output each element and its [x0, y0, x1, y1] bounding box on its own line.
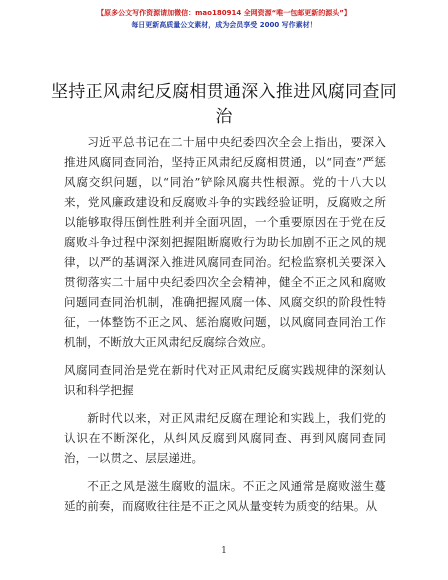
section-heading: 风腐同查同治是党在新时代对正风肃纪反腐实践规律的深刻认识和科学把握	[64, 363, 386, 397]
document-title: 坚持正风肃纪反腐相贯通深入推进风腐同查同治	[51, 82, 397, 127]
promo-banner-top: 【原多公文写作资源请加微信：mao180914 全网资源“唯一包邮更新的源头”】	[97, 9, 351, 17]
document-body	[64, 132, 386, 524]
page-number: 1	[221, 546, 227, 556]
body-paragraph: 习近平总书记在二十届中央纪委四次全会上指出，要深入推进风腐同查同治，坚持正风肃纪反腐相贯通，以“同查”严惩风腐交织问题，以“同治”铲除风腐共性根源。党的十八大以来，党风廉政建设和反腐败斗争的实践经验证明，反腐败之所以能够取得压倒性胜利并全面巩固，一个重要原因在于党在反腐败斗争过程中深刻把握阻断腐败行为助长加剧不正之风的规律，以严的基调深入推进风腐同查同治。纪检监察机关要深入贯彻落实二十届中央纪委四次全会精神，健全不正之风和腐败问题同查同治机制，准确把握风腐一体、风腐交织的阶段性特征，一体整饬不正之风、惩治腐败问题，以风腐同查同治工作机制，不断放大正风肃纪反腐综合效应。	[64, 135, 386, 349]
body-paragraph: 不正之风是滋生腐败的温床。不正之风通常是腐败滋生蔓延的前奏，而腐败往往是不正之风从量变转为质变的结果。从	[64, 479, 386, 513]
body-paragraph: 新时代以来，对正风肃纪反腐在理论和实践上，我们党的认识在不断深化，从纠风反腐到风腐同查、再到风腐同查同治，一以贯之、层层递进。	[64, 411, 386, 465]
promo-banner-sub: 每日更新高质量公文素材，成为会员享受 2000 写作素材！	[131, 21, 317, 29]
